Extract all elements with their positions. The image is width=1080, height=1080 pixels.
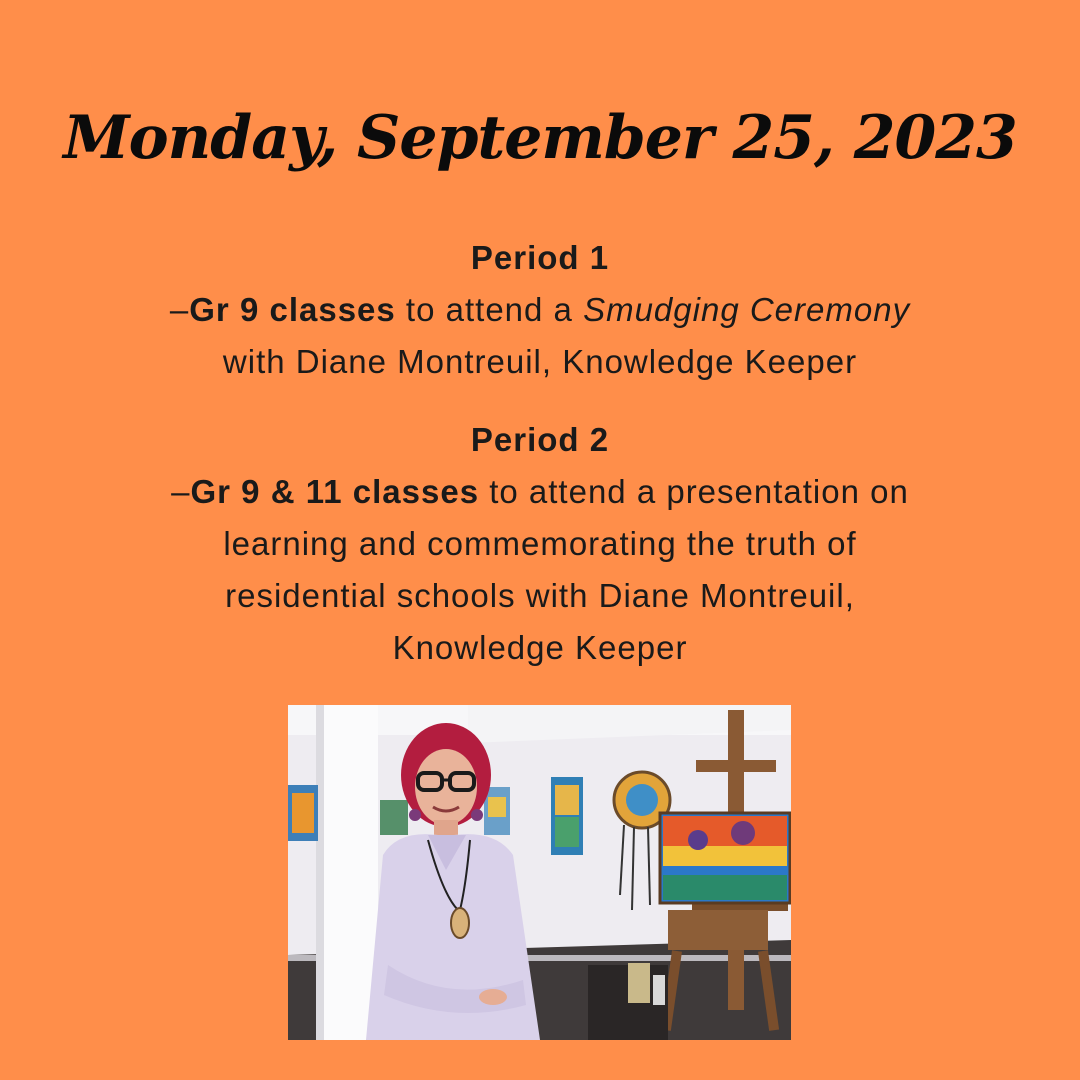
period-1-event: Smudging Ceremony bbox=[583, 291, 911, 328]
period-1-section bbox=[60, 232, 1020, 388]
period-2-line-4: Knowledge Keeper bbox=[392, 629, 688, 666]
period-1-line-2: with Diane Montreuil, Knowledge Keeper bbox=[222, 343, 858, 380]
period-1-heading: Period 1 bbox=[470, 239, 610, 276]
period-1-line-1 bbox=[60, 284, 1020, 336]
dash: – bbox=[171, 473, 191, 510]
period-1-text: to attend a bbox=[395, 291, 584, 328]
photo-illustration bbox=[288, 705, 791, 1040]
period-2-line-1 bbox=[60, 466, 1020, 518]
dash: – bbox=[169, 291, 190, 328]
knowledge-keeper-photo bbox=[288, 705, 791, 1040]
period-2-section bbox=[60, 414, 1020, 674]
page-title: Monday, September 25, 2023 bbox=[63, 103, 1017, 173]
period-1-classes: Gr 9 classes bbox=[189, 291, 396, 328]
period-2-line-3: residential schools with Diane Montreuil, bbox=[225, 577, 855, 614]
period-2-classes: Gr 9 & 11 classes bbox=[190, 473, 480, 510]
period-2-heading: Period 2 bbox=[470, 421, 610, 458]
period-2-line-2: learning and commemorating the truth of bbox=[223, 525, 857, 562]
period-2-text: to attend a presentation on bbox=[479, 473, 909, 510]
